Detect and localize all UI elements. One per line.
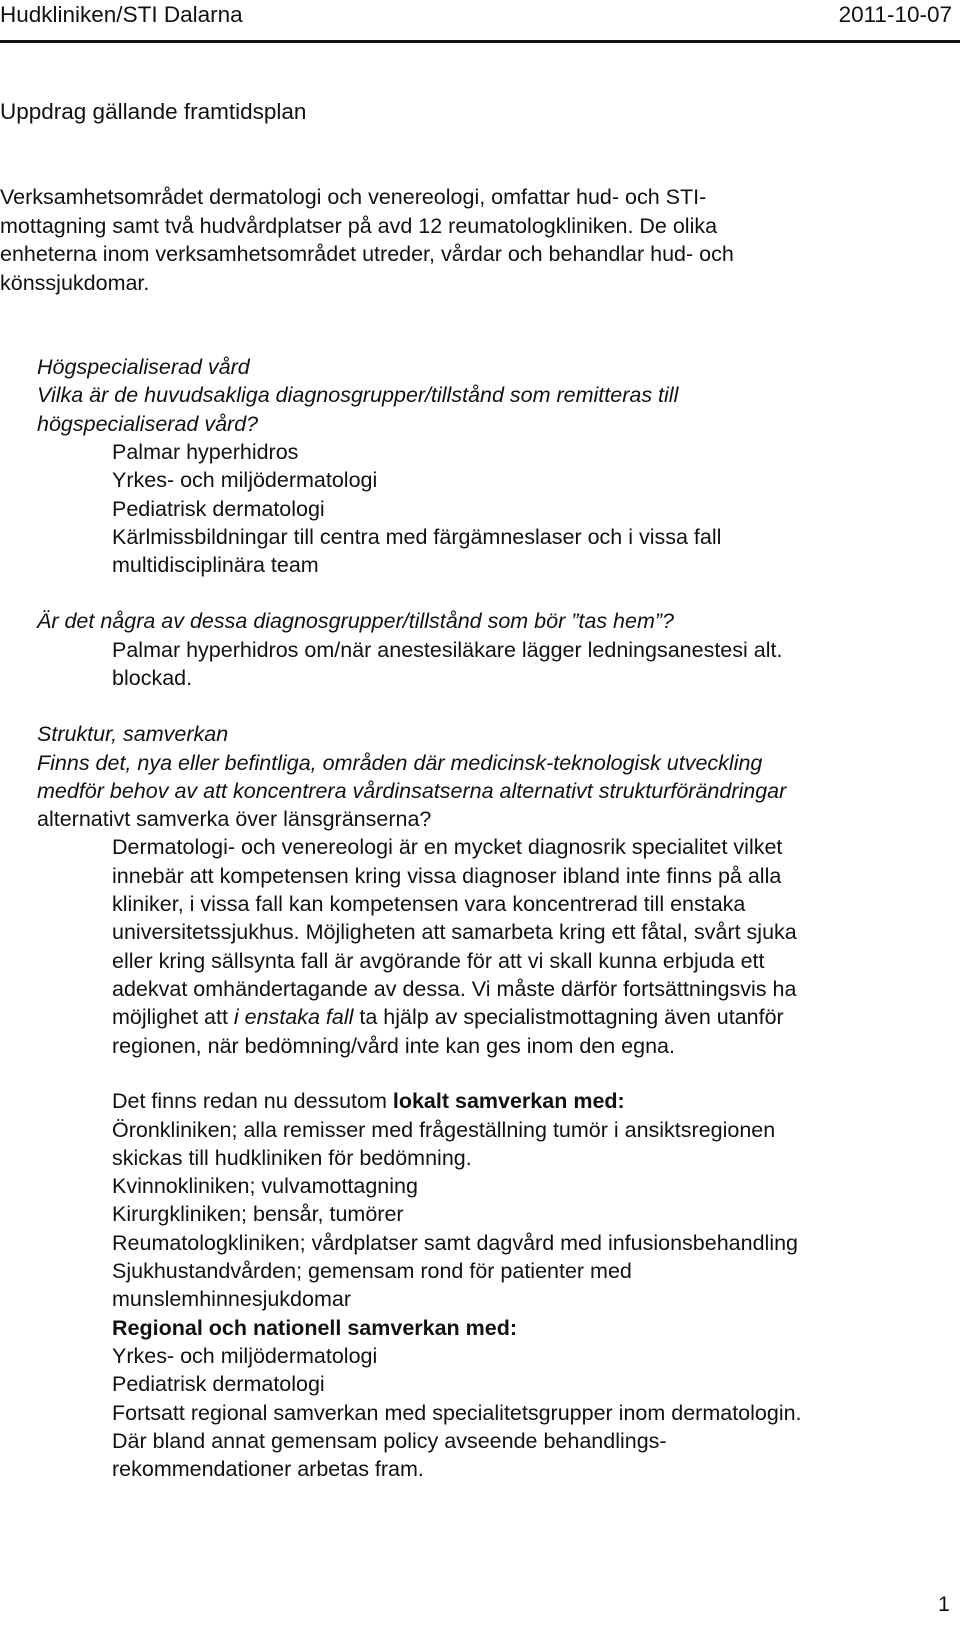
answer-emphasis: i enstaka fall <box>233 1005 354 1029</box>
question-line: Vilka är de huvudsakliga diagnosgrupper/tillstånd som remitteras till <box>37 383 679 407</box>
answer-line: Pediatrisk dermatologi <box>112 497 325 521</box>
answer-line: universitetssjukhus. Möjligheten att samarbeta kring ett fåtal, svårt sjuka <box>112 920 797 944</box>
collab-lead-text: Det finns redan nu dessutom <box>112 1089 393 1113</box>
answer-line: Yrkes- och miljödermatologi <box>112 468 378 492</box>
answer-line: adekvat omhändertagande av dessa. Vi måste därför fortsättningsvis ha <box>112 977 797 1001</box>
answer-line: multidisciplinära team <box>112 553 319 577</box>
local-line: Kirurgkliniken; bensår, tumörer <box>112 1202 404 1226</box>
intro-line: könssjukdomar. <box>0 271 150 295</box>
page-number: 1 <box>938 1592 950 1616</box>
answer-line: regionen, när bedömning/vård inte kan ges inom den egna. <box>112 1034 675 1058</box>
answer-line: Palmar hyperhidros <box>112 440 299 464</box>
section-heading: Högspecialiserad vård <box>37 355 250 379</box>
answer-line <box>112 1003 784 1031</box>
intro-line: enheterna inom verksamhetsområdet utreder, vårdar och behandlar hud- och <box>0 242 734 266</box>
local-line: Kvinnokliniken; vulvamottagning <box>112 1174 418 1198</box>
regional-line: rekommendationer arbetas fram. <box>112 1457 424 1481</box>
question-line: Finns det, nya eller befintliga, områden där medicinsk-teknologisk utveckling <box>37 751 763 775</box>
question-line: Är det några av dessa diagnosgrupper/tillstånd som bör ”tas hem”? <box>37 609 674 633</box>
question-line: högspecialiserad vård? <box>37 412 259 436</box>
regional-line: Fortsatt regional samverkan med specialitetsgrupper inom dermatologin. <box>112 1401 802 1425</box>
local-line: Öronkliniken; alla remisser med frågeställning tumör i ansiktsregionen <box>112 1118 776 1142</box>
header-date: 2011-10-07 <box>838 2 952 27</box>
regional-line: Pediatrisk dermatologi <box>112 1372 325 1396</box>
header-org: Hudkliniken/STI Dalarna <box>0 2 243 27</box>
answer-text: ta hjälp av specialistmottagning även utanför <box>353 1005 784 1029</box>
local-line: Reumatologkliniken; vårdplatser samt dagvård med infusionsbehandling <box>112 1231 799 1255</box>
question-line: medför behov av att koncentrera vårdinsatserna alternativt strukturförändringar <box>37 779 787 803</box>
answer-line: eller kring sällsynta fall är avgörande för att vi skall kunna erbjuda ett <box>112 949 765 973</box>
regional-line: Yrkes- och miljödermatologi <box>112 1344 378 1368</box>
regional-line: Där bland annat gemensam policy avseende behandlings- <box>112 1429 667 1453</box>
answer-line: blockad. <box>112 666 193 690</box>
answer-line: Kärlmissbildningar till centra med färgämneslaser och i vissa fall <box>112 525 722 549</box>
local-line: munslemhinnesjukdomar <box>112 1287 351 1311</box>
local-line: Sjukhustandvården; gemensam rond för patienter med <box>112 1259 632 1283</box>
regional-heading: Regional och nationell samverkan med: <box>112 1316 518 1340</box>
intro-line: Verksamhetsområdet dermatologi och venereologi, omfattar hud- och STI- <box>0 185 707 209</box>
answer-line: innebär att kompetensen kring vissa diagnoser ibland inte finns på alla <box>112 864 782 888</box>
local-line: skickas till hudkliniken för bedömning. <box>112 1146 472 1170</box>
collab-lead-bold: lokalt samverkan med: <box>392 1089 625 1113</box>
answer-line: Palmar hyperhidros om/när anestesiläkare lägger ledningsanestesi alt. <box>112 638 783 662</box>
page-title: Uppdrag gällande framtidsplan <box>0 99 307 124</box>
header-rule <box>0 40 960 43</box>
section-heading: Struktur, samverkan <box>37 722 229 746</box>
answer-text: möjlighet att <box>112 1005 234 1029</box>
question-line: alternativt samverka över länsgränserna? <box>37 807 432 831</box>
answer-line: Dermatologi- och venereologi är en mycket diagnosrik specialitet vilket <box>112 835 783 859</box>
intro-line: mottagning samt två hudvårdplatser på avd 12 reumatologkliniken. De olika <box>0 214 718 238</box>
collab-lead <box>112 1087 625 1115</box>
answer-line: kliniker, i vissa fall kan kompetensen vara koncentrerad till enstaka <box>112 892 746 916</box>
